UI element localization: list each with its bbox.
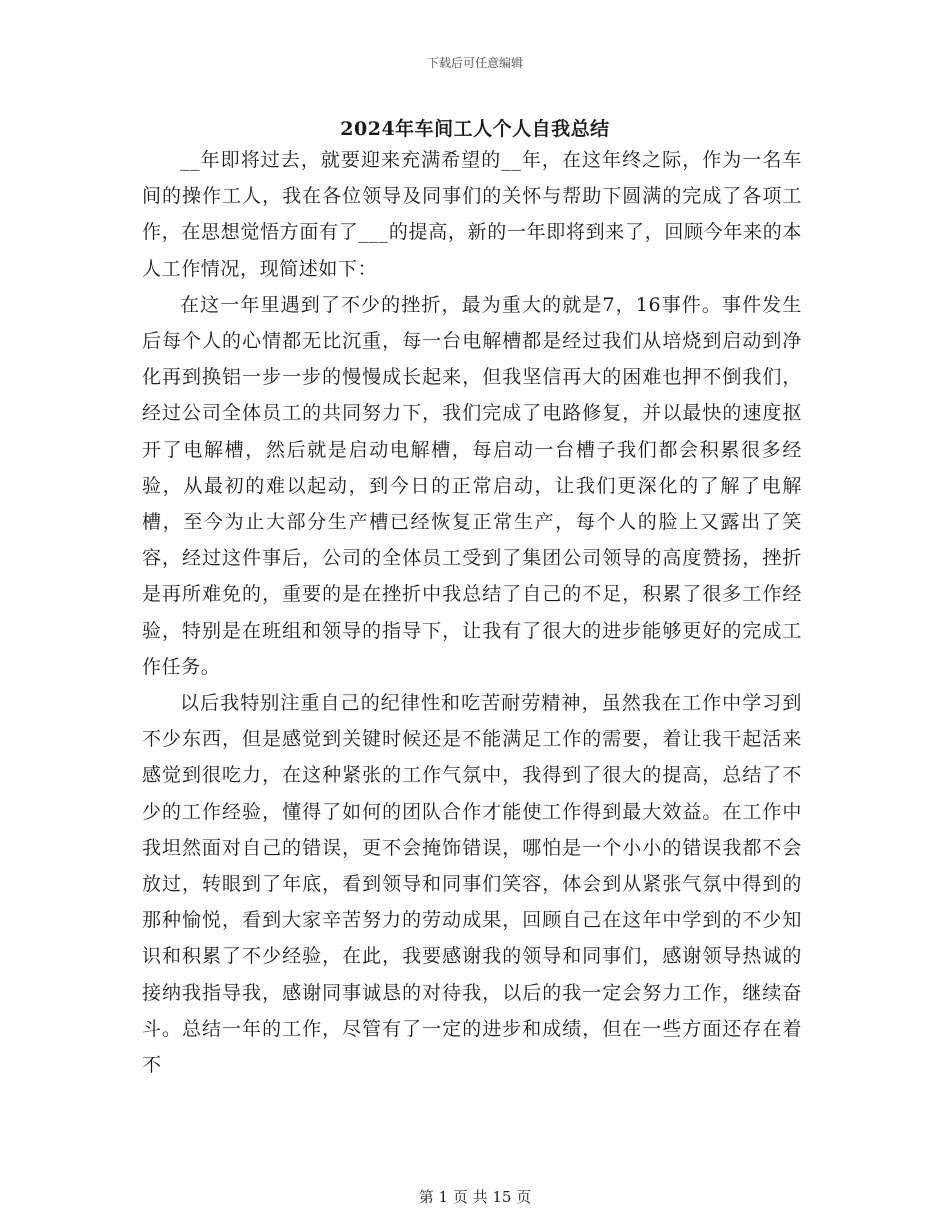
paragraph-discipline: 以后我特别注重自己的纪律性和吃苦耐劳精神，虽然我在工作中学习到不少东西，但是感觉到关键时候还是不能满足工作的需要，着让我干起活来感觉到很吃力，在这种紧张的工作气氛中，我得到了很大的提高，总结了不少的工作经验，懂得了如何的团队合作才能使工作得到最大效益。在工作中我坦然面对自己的错误，更不会掩饰错误，哪怕是一个小小的错误我都不会放过，转眼到了年底，看到领导和同事们笑容，体会到从紧张气氛中得到的那种愉悦，看到大家辛苦努力的劳动成果，回顾自己在这年中学到的不少知识和积累了不少经验，在此，我要感谢我的领导和同事们，感谢领导热诚的接纳我指导我，感谢同事诚恳的对待我，以后的我一定会努力工作，继续奋斗。总结一年的工作，尽管有了一定的进步和成绩，但在一些方面还存在着不 xyxy=(142,692,802,1077)
document-body xyxy=(142,142,802,1083)
page-header: 下载后可任意编辑 xyxy=(426,56,523,70)
paragraph-intro: __年即将过去，就要迎来充满希望的__年，在这年终之际，作为一名车间的操作工人，我在各位领导及同事们的关怀与帮助下圆满的完成了各项工作，在思想觉悟方面有了___的提高，新的一年即将到来了，回顾今年来的本人工作情况，现简述如下： xyxy=(142,149,802,280)
page-number: 第 1 页 共 15 页 xyxy=(418,1188,532,1206)
paragraph-setbacks: 在这一年里遇到了不少的挫折，最为重大的就是7，16事件。事件发生后每个人的心情都无比沉重，每一台电解槽都是经过我们从培烧到启动到净化再到换铝一步一步的慢慢成长起来，但我坚信再大的困难也押不倒我们，经过公司全体员工的共同努力下，我们完成了电路修复，并以最快的速度抠开了电解槽，然后就是启动电解槽，每启动一台槽子我们都会积累很多经验，从最初的难以起动，到今日的正常启动，让我们更深化的了解了电解槽，至今为止大部分生产槽已经恢复正常生产，每个人的脸上又露出了笑容，经过这件事后，公司的全体员工受到了集团公司领导的高度赞扬，挫折是再所难免的，重要的是在挫折中我总结了自己的不足，积累了很多工作经验，特别是在班组和领导的指导下，让我有了很大的进步能够更好的完成工作任务。 xyxy=(142,293,802,678)
document-title: 2024年车间工人个人自我总结 xyxy=(340,118,610,140)
